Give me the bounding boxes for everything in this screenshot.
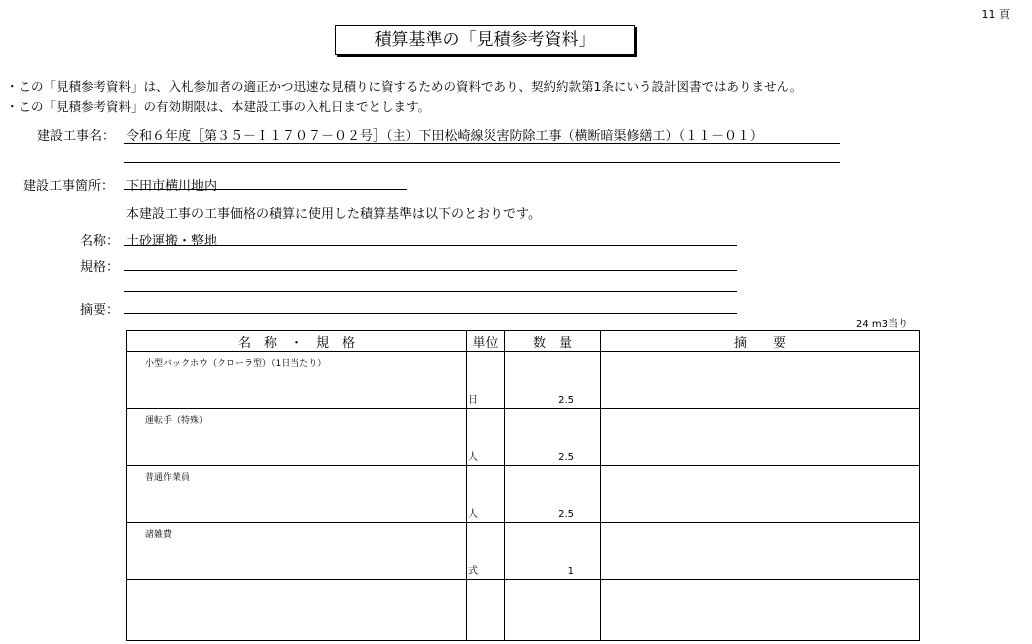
- table-row: [127, 466, 920, 523]
- item-name: 普通作業員: [145, 473, 191, 483]
- spec-name-label: 名称：: [80, 234, 120, 249]
- table-row: [127, 352, 920, 409]
- estimate-table: [126, 330, 920, 641]
- header-name-standard: 名 称 ・ 規 格: [127, 331, 467, 352]
- row-unit-cell: [467, 580, 505, 641]
- spec-standard-label: 規格：: [80, 260, 120, 275]
- row-name-cell: [127, 466, 467, 523]
- row-name-cell: [127, 352, 467, 409]
- row-remarks-cell: [601, 352, 920, 409]
- header-quantity: 数 量: [505, 331, 601, 352]
- item-quantity: 2.5: [558, 452, 574, 463]
- item-name: 運転手（特殊）: [145, 416, 209, 426]
- item-name: 小型バックホウ（クローラ型）（1日当たり）: [145, 359, 327, 369]
- row-quantity-cell: [505, 466, 601, 523]
- project-name-label: 建設工事名：: [37, 129, 116, 144]
- row-remarks-cell: [601, 580, 920, 641]
- table-row: [127, 409, 920, 466]
- project-name-underline: [124, 143, 840, 144]
- spec-summary-underline: [124, 313, 737, 314]
- row-name-cell: [127, 523, 467, 580]
- row-name-cell: [127, 580, 467, 641]
- page-number: 11 頁: [981, 8, 1010, 21]
- project-statement: 本建設工事の工事価格の積算に使用した積算基準は以下のとおりです。: [126, 207, 541, 222]
- item-name: 諸雑費: [145, 530, 173, 540]
- table-header-row: [127, 331, 920, 352]
- project-name-value: 令和６年度［第３５－Ｉ１７０７－０２号］（主）下田松崎線災害防除工事（横断暗渠修繕工）（１１－０１）: [126, 129, 764, 144]
- row-remarks-cell: [601, 466, 920, 523]
- table-row: [127, 580, 920, 641]
- note-line-2: ・この「見積参考資料」の有効期限は、本建設工事の入札日までとします。: [6, 99, 431, 114]
- row-unit-cell: [467, 523, 505, 580]
- table-row: [127, 523, 920, 580]
- spec-standard-underline-2: [124, 291, 737, 292]
- unit-basis-note: 24 m3当り: [856, 319, 909, 330]
- note-line-1: ・この「見積参考資料」は、入札参加者の適正かつ迅速な見積りに資するための資料であり、契約約款第1条にいう設計図書ではありません。: [6, 79, 803, 94]
- spec-name-underline: [124, 245, 737, 246]
- project-name-underline-2: [124, 162, 840, 163]
- row-quantity-cell: [505, 352, 601, 409]
- row-unit-cell: [467, 409, 505, 466]
- row-remarks-cell: [601, 523, 920, 580]
- spec-summary-label: 摘要：: [80, 303, 120, 318]
- item-unit: 日: [468, 395, 478, 406]
- project-location-underline: [124, 189, 407, 190]
- row-name-cell: [127, 409, 467, 466]
- item-quantity: 2.5: [558, 395, 574, 406]
- row-unit-cell: [467, 466, 505, 523]
- header-unit: 単位: [467, 331, 505, 352]
- item-quantity: 2.5: [558, 509, 574, 520]
- project-location-value: 下田市横川地内: [126, 179, 218, 194]
- item-quantity: 1: [567, 566, 574, 577]
- item-unit: 人: [468, 452, 478, 463]
- spec-standard-underline: [124, 270, 737, 271]
- page-title: 積算基準の「見積参考資料」: [335, 25, 635, 55]
- row-remarks-cell: [601, 409, 920, 466]
- project-location-label: 建設工事箇所：: [23, 179, 115, 194]
- row-unit-cell: [467, 352, 505, 409]
- row-quantity-cell: [505, 580, 601, 641]
- item-unit: 式: [468, 566, 478, 577]
- row-quantity-cell: [505, 409, 601, 466]
- item-unit: 人: [468, 509, 478, 520]
- header-remarks: 摘 要: [601, 331, 920, 352]
- row-quantity-cell: [505, 523, 601, 580]
- spec-name-value: 土砂運搬・整地: [126, 234, 218, 249]
